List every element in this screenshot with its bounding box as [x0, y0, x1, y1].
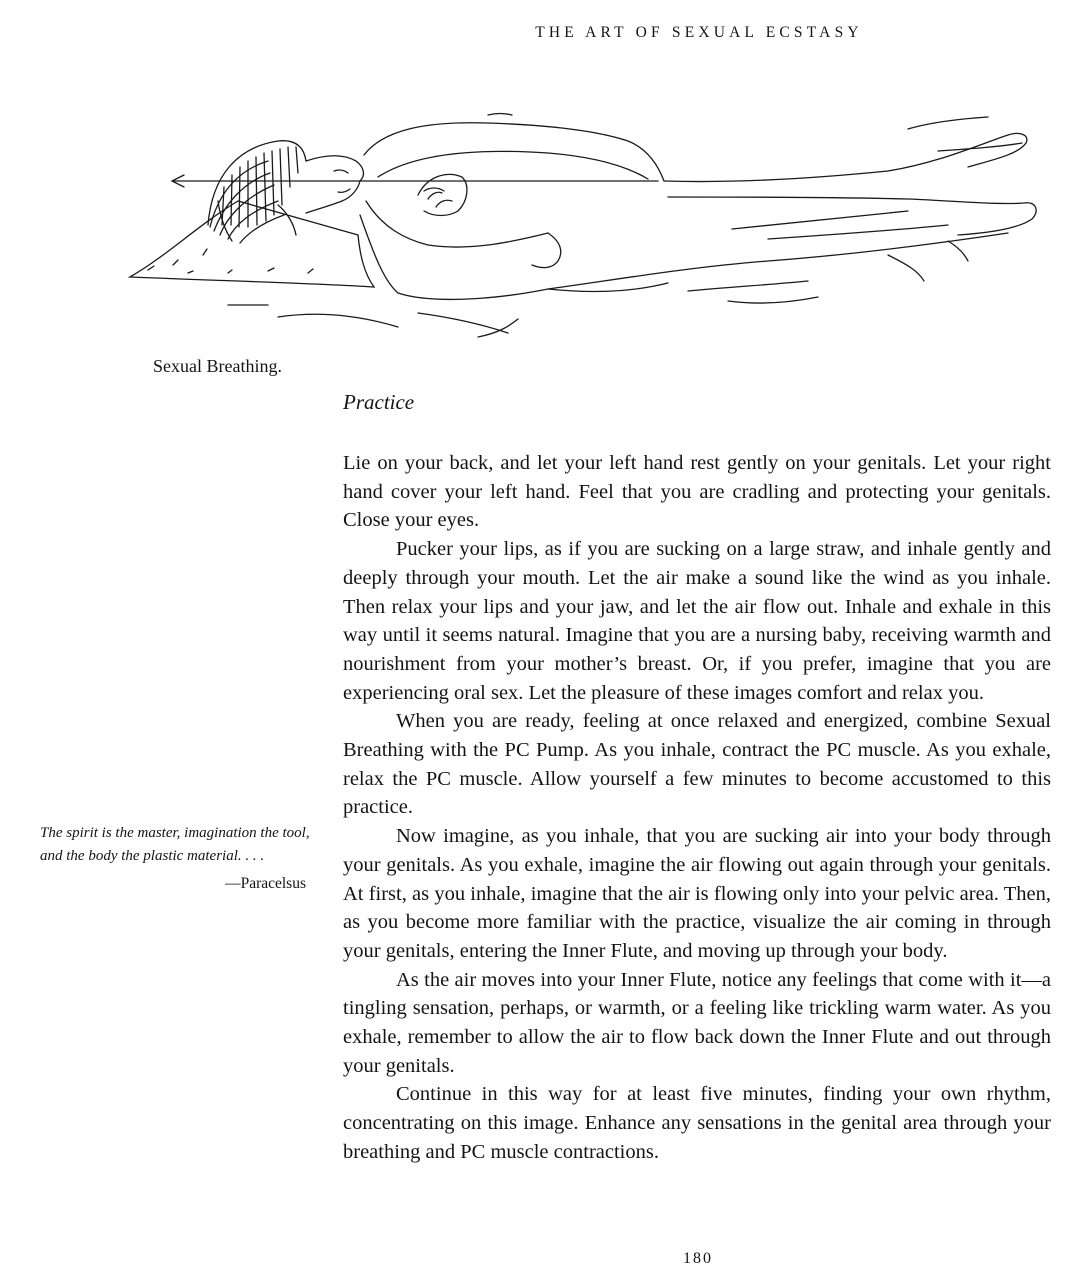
- running-head: THE ART OF SEXUAL ECSTASY: [535, 24, 863, 41]
- paragraph-1: Lie on your back, and let your left hand rest gently on your genitals. Let your right hand cover your left hand. Feel that you are cradling and protecting your genitals. Close your eyes.: [343, 452, 1051, 532]
- epigraph-attribution: —Paracelsus: [225, 875, 306, 892]
- paragraph-3: When you are ready, feeling at once relaxed and energized, combine Sexual Breathing with the PC Pump. As you inhale, contract the PC muscle. As you exhale, relax the PC muscle. Allow yourself a few minutes to become accustomed to this practice.: [343, 710, 1051, 819]
- page-number: 180: [683, 1250, 713, 1267]
- figure-caption: Sexual Breathing.: [153, 356, 282, 376]
- paragraph-6: Continue in this way for at least five minutes, finding your own rhythm, concentrating on this image. Enhance any sensations in the genital area through your breathing and PC muscle contractions.: [343, 1083, 1051, 1163]
- epigraph-quote: The spirit is the master, imagination the tool, and the body the plastic material. . . .: [40, 825, 310, 864]
- sidebar-epigraph: [40, 822, 312, 895]
- paragraph-4: Now imagine, as you inhale, that you are sucking air into your body through your genitals. As you exhale, imagine the air flowing out again through your genitals. At first, as you inhale, imagine that the air is flowing only into your pelvic area. Then, as you become more familiar with the practice, visualize the air coming in through your genitals, entering the Inner Flute, and moving up through your body.: [343, 825, 1051, 962]
- reclining-woman-illustration: [128, 105, 1048, 355]
- paragraph-5: As the air moves into your Inner Flute, notice any feelings that come with it—a tingling sensation, perhaps, or warmth, or a feeling like trickling warm water. As you exhale, remember to allow the air to flow back down the Inner Flute and out through your genitals.: [343, 968, 1051, 1077]
- body-text: [343, 449, 1051, 1167]
- paragraph-2: Pucker your lips, as if you are sucking on a large straw, and inhale gently and deeply through your mouth. Let the air make a sound like the wind as you inhale. Then relax your lips and your jaw, and let the air flow out. Inhale and exhale in this way until it seems natural. Imagine that you are a nursing baby, receiving warmth and nourishment from your mother’s breast. Or, if you prefer, imagine that you are experiencing oral sex. Let the pleasure of these images comfort and relax you.: [343, 538, 1051, 704]
- section-heading: Practice: [343, 390, 415, 414]
